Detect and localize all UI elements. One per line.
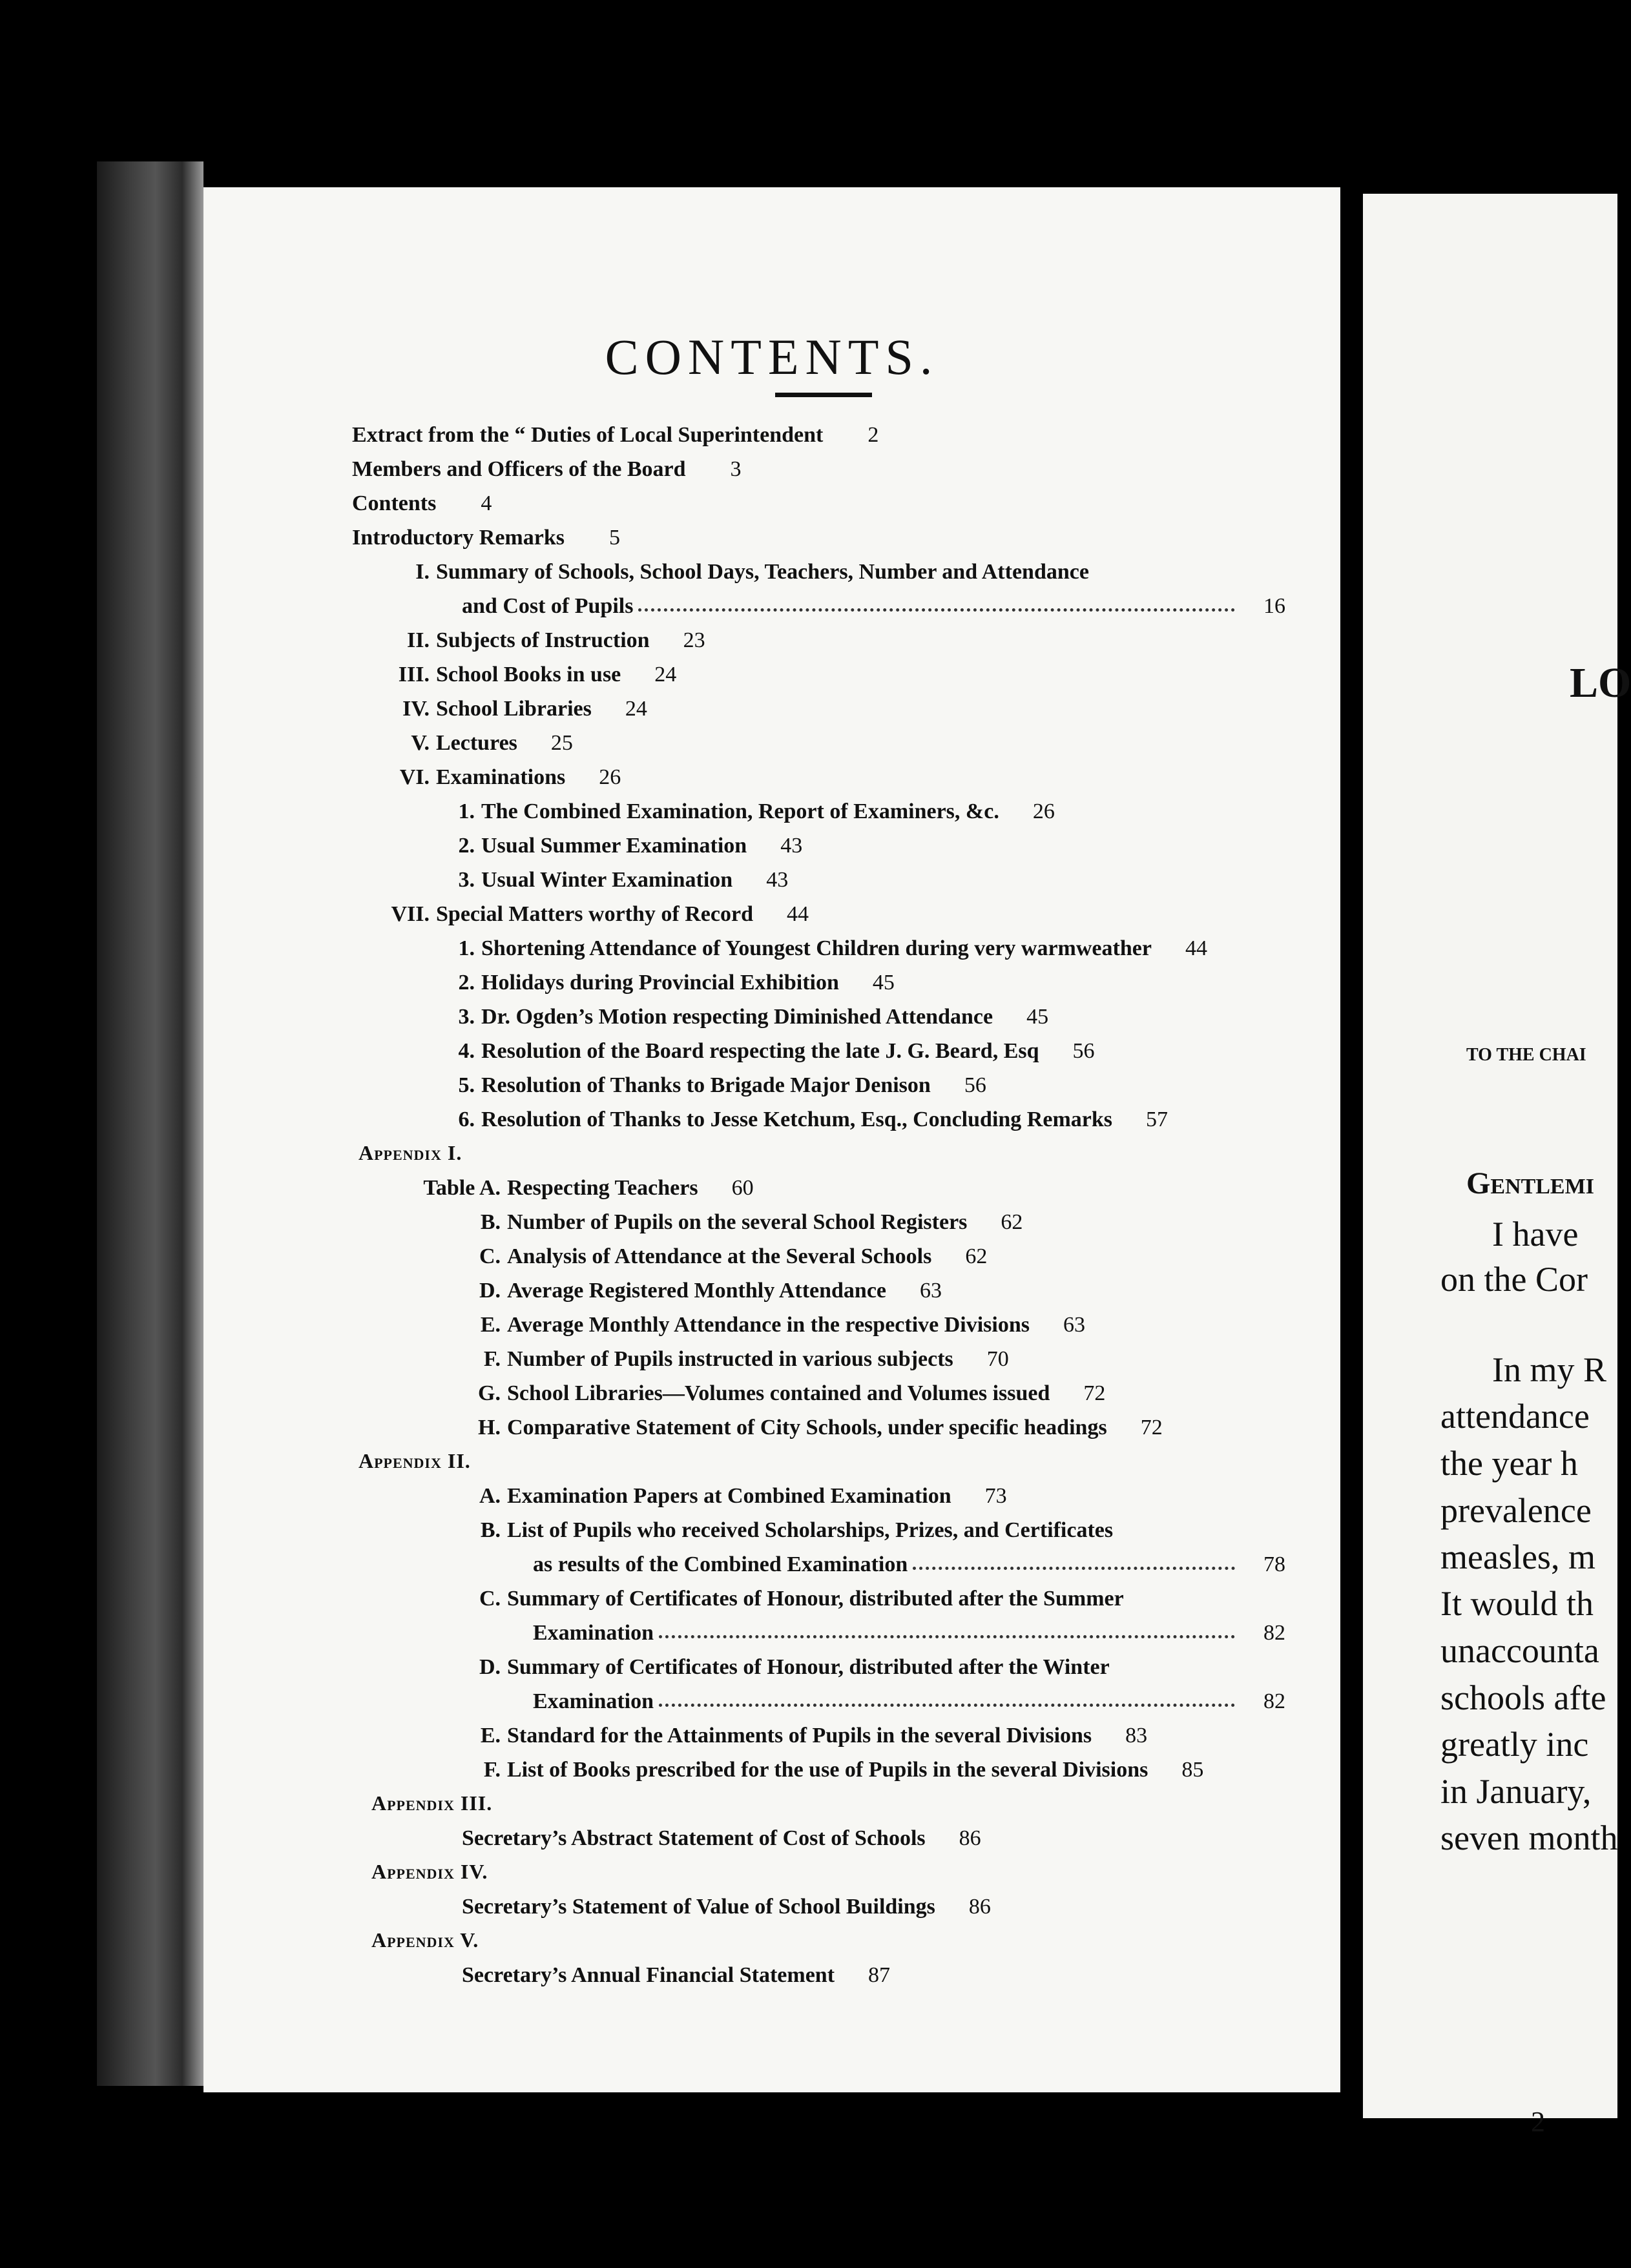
toc-entry-row: [352, 446, 742, 480]
facing-page-line: attendance: [1440, 1397, 1590, 1436]
toc-entry-number: 2.: [458, 971, 475, 995]
toc-entry-row: [352, 1884, 991, 1918]
title-rule: [775, 393, 872, 397]
toc-entry-first-line: [352, 1576, 1285, 1610]
toc-entry: [352, 652, 1285, 686]
toc-entry-label: Lectures: [436, 731, 517, 755]
toc-entry-label: Summary of Schools, School Days, Teachers, Number and Attendance: [436, 560, 1089, 584]
toc-page-number: 73: [984, 1484, 1007, 1508]
toc-entry: [352, 1644, 1285, 1713]
toc-entry-row: [352, 686, 647, 720]
toc-entry-label: Average Registered Monthly Attendance: [507, 1279, 887, 1303]
toc-entry-first-line: [352, 549, 1285, 583]
toc-entry-first-line: [352, 1644, 1285, 1678]
appendix-heading-text: Appendix I.: [358, 1141, 462, 1164]
toc-entry-label: Examination Papers at Combined Examination: [507, 1484, 951, 1508]
toc-entry: [352, 720, 1285, 754]
toc-entry-label: Usual Summer Examination: [481, 834, 747, 858]
toc-entry: [352, 1268, 1285, 1302]
toc-entry: [352, 1097, 1285, 1131]
toc-entry-label: Special Matters worthy of Record: [436, 902, 753, 926]
facing-page-line: schools afte: [1440, 1678, 1606, 1717]
toc-entry: [352, 1405, 1285, 1439]
appendix-heading: [352, 1781, 1285, 1815]
toc-entry-label: Resolution of the Board respecting the late J. G. Beard, Esq: [481, 1039, 1039, 1063]
toc-entry: [352, 1815, 1285, 1850]
toc-entry-row: [352, 1097, 1168, 1131]
toc-entry-row: [352, 891, 809, 925]
facing-page-salutation: Gentlemi: [1466, 1166, 1594, 1201]
toc-entry-row: [352, 1541, 1285, 1576]
toc-entry-label: Summary of Certificates of Honour, distributed after the Winter: [507, 1655, 1110, 1679]
toc-entry-row: [352, 1678, 1285, 1713]
toc-entry-label: as results of the Combined Examination: [533, 1552, 908, 1576]
toc-entry-number: F.: [483, 1347, 501, 1371]
toc-page-number: 78: [1263, 1552, 1285, 1576]
toc-entry-row: [352, 1952, 890, 1986]
toc-page-number: 63: [1063, 1313, 1085, 1337]
toc-entry-number: A.: [479, 1484, 501, 1508]
toc-page-number: 2: [867, 423, 879, 447]
toc-entry: [352, 549, 1285, 617]
toc-entry-label: Respecting Teachers: [507, 1176, 698, 1200]
toc-entry: [352, 617, 1285, 652]
toc-entry-row: [352, 1302, 1085, 1336]
toc-page-number: 86: [968, 1895, 991, 1919]
toc-entry-row: [352, 1370, 1105, 1405]
toc-entry-label: Examination: [533, 1689, 654, 1713]
toc-entry-label: Resolution of Thanks to Jesse Ketchum, Esq., Concluding Remarks: [481, 1108, 1113, 1131]
toc-entry: [352, 1576, 1285, 1644]
toc-entry-number: E.: [480, 1724, 501, 1747]
toc-entry-number: IV.: [402, 697, 430, 721]
toc-entry: [352, 891, 1285, 925]
appendix-heading-text: Appendix II.: [358, 1449, 471, 1472]
toc-entry-number: C.: [479, 1587, 501, 1611]
toc-entry-row: [352, 857, 788, 891]
toc-entry-label: Holidays during Provincial Exhibition: [481, 971, 839, 995]
toc-entry: [352, 412, 1285, 446]
toc-entry-number: D.: [479, 1655, 501, 1679]
toc-page-number: 26: [599, 765, 621, 789]
toc-entry-label: Shortening Attendance of Youngest Children during very warmweather: [481, 936, 1152, 960]
page-title: CONTENTS.: [605, 329, 939, 385]
toc-entry-row: [352, 925, 1207, 960]
toc-entry-row: [352, 1336, 1009, 1370]
toc-entry-label: Examinations: [436, 765, 566, 789]
toc-entry-row: [352, 1233, 987, 1268]
toc-entry: [352, 1336, 1285, 1370]
toc-entry: [352, 960, 1285, 994]
toc-entry: [352, 1302, 1285, 1336]
toc-entry-row: [352, 1405, 1163, 1439]
toc-entry-row: [352, 1610, 1285, 1644]
toc-page-number: 63: [920, 1279, 942, 1303]
toc-entry-number: VI.: [399, 765, 430, 789]
toc-page-number: 82: [1263, 1689, 1285, 1713]
appendix-heading-text: Appendix V.: [371, 1928, 479, 1952]
toc-page-number: 44: [786, 902, 809, 926]
toc-page-number: 85: [1181, 1758, 1204, 1782]
toc-entry-number: D.: [479, 1279, 501, 1303]
appendix-heading: [352, 1439, 1285, 1473]
toc-page-number: 60: [731, 1176, 754, 1200]
toc-page-number: 87: [868, 1963, 891, 1987]
toc-entry-number: 5.: [458, 1073, 475, 1097]
toc-entry-row: [352, 754, 621, 789]
toc-entry-row: [352, 652, 676, 686]
toc-entry-label: Standard for the Attainments of Pupils in the several Divisions: [507, 1724, 1092, 1747]
appendix-heading-text: Appendix III.: [371, 1791, 493, 1815]
toc-entry-label: Introductory Remarks: [352, 526, 565, 550]
toc-entry-label: Resolution of Thanks to Brigade Major Denison: [481, 1073, 931, 1097]
toc-entry-number: V.: [411, 731, 430, 755]
toc-entry-number: II.: [407, 628, 430, 652]
toc-entry: [352, 686, 1285, 720]
facing-page-line: measles, m: [1440, 1538, 1595, 1576]
toc-page-number: 57: [1146, 1108, 1169, 1131]
toc-entry-row: [352, 515, 620, 549]
toc-page-number: 62: [1001, 1210, 1023, 1234]
toc-entry: [352, 994, 1285, 1028]
toc-entry-label: Extract from the “ Duties of Local Superintendent: [352, 423, 824, 447]
toc-entry-number: 6.: [458, 1108, 475, 1131]
toc-entry: [352, 925, 1285, 960]
toc-entry: [352, 1884, 1285, 1918]
toc-page-number: 70: [986, 1347, 1009, 1371]
toc-entry-number: B.: [480, 1518, 501, 1542]
toc-page-number: 44: [1185, 936, 1207, 960]
toc-entry-number: G.: [478, 1381, 501, 1405]
toc-entry: [352, 789, 1285, 823]
toc-entry: [352, 1062, 1285, 1097]
toc-entry-row: [352, 1268, 942, 1302]
toc-entry-label: Secretary’s Annual Financial Statement: [462, 1963, 835, 1987]
appendix-heading: [352, 1918, 1285, 1952]
facing-page-line: seven month: [1440, 1819, 1618, 1857]
facing-page-line: It would th: [1440, 1584, 1594, 1623]
dot-leader: [913, 1567, 1235, 1570]
toc-entry-label: School Books in use: [436, 663, 621, 686]
toc-entry-label: The Combined Examination, Report of Examiners, &c.: [481, 799, 999, 823]
appendix-heading: [352, 1131, 1285, 1165]
toc-page-number: 16: [1263, 594, 1285, 618]
toc-entry: [352, 1747, 1285, 1781]
facing-page-line: prevalence: [1440, 1491, 1592, 1530]
toc-entry: [352, 480, 1285, 515]
toc-entry-number: I.: [415, 560, 430, 584]
toc-page-number: 56: [964, 1073, 986, 1097]
toc-entry-label: Members and Officers of the Board: [352, 457, 686, 481]
toc-entry-label: Number of Pupils instructed in various subjects: [507, 1347, 953, 1371]
toc-page-number: 56: [1072, 1039, 1095, 1063]
facing-page-line: on the Cor: [1440, 1260, 1588, 1299]
toc-entry-number: III.: [398, 663, 430, 686]
facing-page-line: In my R: [1492, 1350, 1607, 1389]
toc-entry-first-line: [352, 1507, 1285, 1541]
toc-entry-row: [352, 480, 492, 515]
toc-entry: [352, 446, 1285, 480]
toc-page-number: 3: [730, 457, 742, 481]
toc-entry-row: [352, 960, 895, 994]
toc-entry-number: H.: [478, 1416, 501, 1439]
toc-entry-label: Number of Pupils on the several School Registers: [507, 1210, 968, 1234]
toc-entry-label: List of Books prescribed for the use of Pupils in the several Divisions: [507, 1758, 1148, 1782]
facing-page-line: in January,: [1440, 1772, 1592, 1811]
dot-leader: [659, 1635, 1235, 1638]
facing-page-line: unaccounta: [1440, 1631, 1599, 1670]
toc-entry-row: [352, 583, 1285, 617]
appendix-heading-text: Appendix IV.: [371, 1860, 488, 1883]
toc-entry-label: Average Monthly Attendance in the respective Divisions: [507, 1313, 1030, 1337]
facing-page-number: 2: [1531, 2106, 1545, 2138]
toc-entry-label: List of Pupils who received Scholarships, Prizes, and Certificates: [507, 1518, 1114, 1542]
toc-entry-label: and Cost of Pupils: [462, 594, 634, 618]
toc-entry-row: [352, 1062, 986, 1097]
toc-page-number: 45: [872, 971, 895, 995]
toc-entry: [352, 823, 1285, 857]
toc-entry-row: [352, 1713, 1147, 1747]
facing-page-line: the year h: [1440, 1444, 1578, 1483]
toc-entry-number: 4.: [458, 1039, 475, 1063]
facing-page-address: TO THE CHAI: [1466, 1045, 1586, 1065]
toc-entry: [352, 857, 1285, 891]
toc-entry: [352, 1507, 1285, 1576]
toc-page-number: 5: [608, 526, 620, 550]
facing-page: [1363, 194, 1631, 2138]
toc-entry-number: E.: [480, 1313, 501, 1337]
appendix-heading: [352, 1850, 1285, 1884]
toc-page-number: 86: [959, 1826, 981, 1850]
toc-entry-label: Comparative Statement of City Schools, under specific headings: [507, 1416, 1107, 1439]
toc-entry-row: [352, 823, 802, 857]
toc-page-number: 72: [1140, 1416, 1163, 1439]
toc-page-number: 83: [1125, 1724, 1148, 1747]
toc-entry: [352, 1165, 1285, 1199]
toc-entry-number: F.: [483, 1758, 501, 1782]
table-of-contents: [352, 412, 1285, 1986]
toc-page-number: 24: [625, 697, 647, 721]
dot-leader: [659, 1704, 1235, 1707]
toc-entry-row: [352, 412, 878, 446]
toc-entry-row: [352, 617, 705, 652]
toc-entry-number: 2.: [458, 834, 475, 858]
toc-entry-label: Secretary’s Abstract Statement of Cost of Schools: [462, 1826, 926, 1850]
toc-page-number: 24: [654, 663, 677, 686]
toc-entry-number: VII.: [391, 902, 430, 926]
toc-entry-row: [352, 1199, 1023, 1233]
toc-entry: [352, 1473, 1285, 1507]
toc-entry-number: 1.: [458, 936, 475, 960]
toc-entry-label: Summary of Certificates of Honour, distributed after the Summer: [507, 1587, 1124, 1611]
toc-entry: [352, 515, 1285, 549]
toc-entry: [352, 1370, 1285, 1405]
facing-page-line: I have: [1492, 1215, 1579, 1253]
facing-page-heading: LO: [1570, 659, 1631, 706]
toc-entry-row: [352, 1747, 1203, 1781]
toc-entry-label: Subjects of Instruction: [436, 628, 650, 652]
toc-page-number: 43: [780, 834, 803, 858]
toc-page-number: 45: [1026, 1005, 1049, 1029]
toc-entry-number: 3.: [458, 1005, 475, 1029]
toc-entry-row: [352, 1165, 754, 1199]
toc-entry-number: Table A.: [423, 1176, 501, 1200]
toc-entry: [352, 1199, 1285, 1233]
toc-page-number: 82: [1263, 1621, 1285, 1645]
toc-entry-number: C.: [479, 1244, 501, 1268]
toc-entry-row: [352, 1815, 981, 1850]
book-binding: [97, 161, 203, 2086]
toc-entry-row: [352, 720, 573, 754]
toc-page-number: 43: [766, 868, 789, 892]
toc-entry-label: Analysis of Attendance at the Several Schools: [507, 1244, 932, 1268]
toc-entry-number: 3.: [458, 868, 475, 892]
contents-page: [203, 187, 1340, 2092]
toc-entry-row: [352, 1473, 1007, 1507]
toc-page-number: 62: [965, 1244, 988, 1268]
dot-leader: [638, 608, 1235, 612]
toc-entry-label: Secretary’s Statement of Value of School Buildings: [462, 1895, 935, 1919]
toc-entry: [352, 1952, 1285, 1986]
toc-entry-number: B.: [480, 1210, 501, 1234]
toc-entry: [352, 754, 1285, 789]
toc-entry-row: [352, 994, 1048, 1028]
toc-page-number: 72: [1083, 1381, 1106, 1405]
toc-page-number: 25: [550, 731, 573, 755]
toc-entry-label: Usual Winter Examination: [481, 868, 733, 892]
toc-entry: [352, 1713, 1285, 1747]
toc-entry-label: Dr. Ogden’s Motion respecting Diminished Attendance: [481, 1005, 993, 1029]
toc-page-number: 26: [1032, 799, 1055, 823]
toc-page-number: 4: [481, 491, 492, 515]
toc-entry-number: 1.: [458, 799, 475, 823]
toc-entry-label: School Libraries—Volumes contained and Volumes issued: [507, 1381, 1050, 1405]
toc-entry: [352, 1233, 1285, 1268]
toc-entry-row: [352, 789, 1055, 823]
toc-page-number: 23: [683, 628, 705, 652]
toc-entry: [352, 1028, 1285, 1062]
toc-entry-row: [352, 1028, 1095, 1062]
toc-entry-label: Examination: [533, 1621, 654, 1645]
toc-entry-label: School Libraries: [436, 697, 592, 721]
toc-entry-label: Contents: [352, 491, 437, 515]
facing-page-line: greatly inc: [1440, 1725, 1589, 1764]
